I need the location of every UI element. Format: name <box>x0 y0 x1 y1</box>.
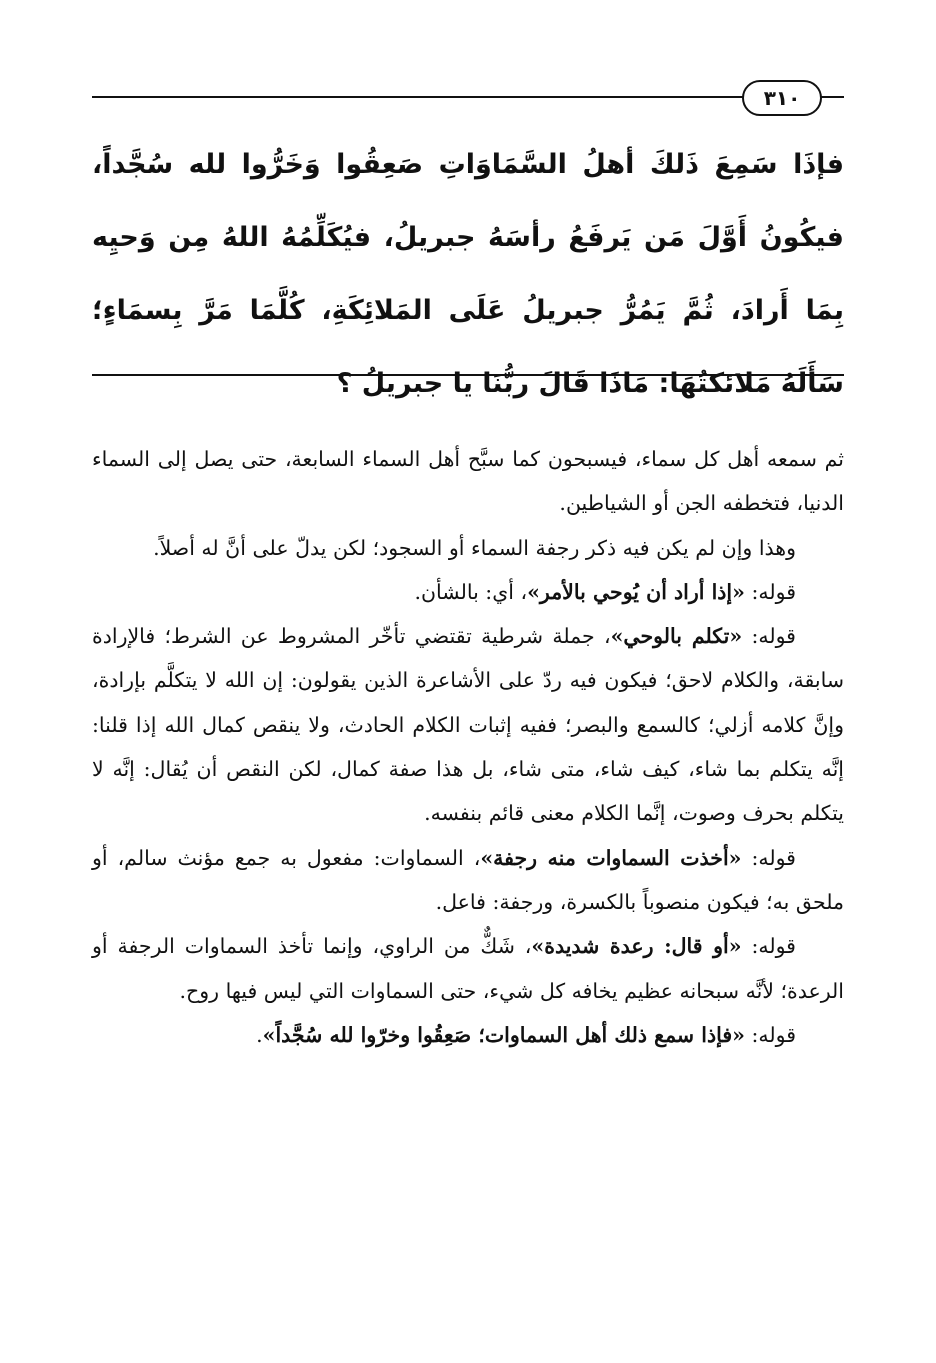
lead-text: قوله: <box>744 579 796 604</box>
commentary <box>92 437 844 1057</box>
quoted-text: «فإذا سمع ذلك أهل السماوات؛ صَعِقُوا وخرّوا لله سُجَّداً» <box>262 1022 745 1047</box>
explanation-text: ، جملة شرطية تقتضي تأخّر المشروط عن الشرط؛ فالإرادة سابقة، والكلام لاحق؛ فيكون فيه ردّ على الأشاعرة الذين يقولون: إن الله لا يتكلَّم بإرادة، وإنَّ كلامه أزلي؛ كالسمع والبصر؛ ففيه إثبات الكلام الحادث، ولا ينقص كمال الله إذا قلنا: إنَّه يتكلم بما شاء، كيف شاء، متى شاء، بل هذا صفة كمال، لكن النقص أن يُقال: إنَّه لا يتكلم بحرف وصوت، إنَّما الكلام معنى قائم بنفسه. <box>92 624 844 826</box>
hadith-text: فإذَا سَمِعَ ذَلكَ أهلُ السَّمَاوَاتِ صَعِقُوا وَخَرُّوا لله سُجَّداً، فيكُونُ أَوَّلَ مَن يَرفَعُ رأسَهُ جبريلُ، فيُكَلِّمُهُ اللهُ مِن وَحيِه بِمَا أَرادَ، ثُمَّ يَمُرُّ جبريلُ عَلَى المَلائِكَةِ، كُلَّمَا مَرَّ بِسمَاءٍ؛ سَأَلَهُ مَلائكتُهَا: مَاذَا قَالَ ربُّنَا يا جبريلُ ؟ <box>92 149 844 399</box>
lead-text: قوله: <box>741 934 796 959</box>
lead-text: قوله: <box>741 845 796 870</box>
explanation-text: ، شَكٌّ من الراوي، وإنما تأخذ السماوات الرجفة أو الرعدة؛ لأنَّه سبحانه عظيم يخافه كل شيء، حتى السماوات التي ليس فيها روح. <box>92 934 844 1003</box>
commentary-paragraph <box>92 570 844 614</box>
explanation-text: ، السماوات: مفعول به جمع مؤنث سالم، أو ملحق به؛ فيكون منصوباً بالكسرة، ورجفة: فاعل. <box>92 845 844 914</box>
explanation-text: ، أي: بالشأن. <box>414 579 528 604</box>
header-rule <box>92 96 844 98</box>
quoted-text: «أو قال: رعدة شديدة» <box>531 934 742 959</box>
commentary-paragraph <box>92 1013 844 1057</box>
lead-text: قوله: <box>744 1022 796 1047</box>
section-divider <box>92 374 844 376</box>
quoted-text: «إذا أراد أن يُوحي بالأمر» <box>527 579 745 604</box>
explanation-text: . <box>256 1022 263 1047</box>
page-number: ٣١٠ <box>742 80 822 116</box>
commentary-paragraph <box>92 614 844 835</box>
commentary-paragraph <box>92 836 844 925</box>
quoted-text: «أخذت السماوات منه رجفة» <box>480 845 742 870</box>
commentary-paragraph <box>92 924 844 1013</box>
commentary-paragraph: ثم سمعه أهل كل سماء، فيسبحون كما سبَّح أهل السماء السابعة، حتى يصل إلى السماء الدنيا، فتخطفه الجن أو الشياطين. <box>92 447 844 516</box>
quoted-text: «تكلم بالوحي» <box>610 624 743 649</box>
lead-text: قوله: <box>742 624 796 649</box>
commentary-paragraph: وهذا وإن لم يكن فيه ذكر رجفة السماء أو السجود؛ لكن يدلّ على أنَّ له أصلاً. <box>153 535 796 560</box>
